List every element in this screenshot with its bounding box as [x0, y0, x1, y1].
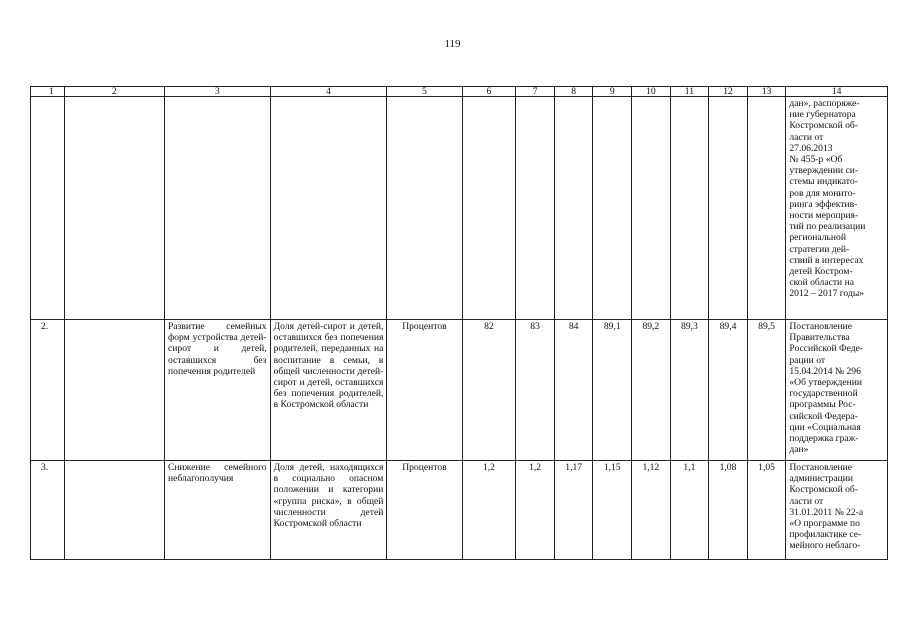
indicator-cell: Доля детей-сирот и детей, оставшихся без попечения родителей, переданных на воспитание в семьи, в общей численности детей-сирот и детей, оставшихся без попечения родителей, в Костромской области [270, 320, 387, 461]
unit-cell: Процентов [387, 320, 462, 461]
table-header-row [31, 87, 888, 97]
column-header: 13 [747, 87, 786, 97]
column-header: 14 [786, 87, 888, 97]
table-row [31, 97, 888, 320]
value-cell [516, 97, 555, 320]
row-number-cell: 2. [31, 320, 65, 461]
column-header: 1 [31, 87, 65, 97]
value-cell: 1,1 [670, 461, 709, 560]
unit-cell [387, 97, 462, 320]
value-cell: 89,3 [670, 320, 709, 461]
value-cell: 89,1 [593, 320, 632, 461]
indicator-cell: Доля детей, находящихся в социально опасном положении и категории «группа риска», в общей численности детей Костромской области [270, 461, 387, 560]
value-cell [632, 97, 671, 320]
column-header: 4 [270, 87, 387, 97]
column-header: 6 [462, 87, 516, 97]
value-cell: 1,05 [747, 461, 786, 560]
table-row [31, 461, 888, 560]
column-header: 11 [670, 87, 709, 97]
table-cell [64, 97, 165, 320]
value-cell [670, 97, 709, 320]
value-cell: 1,2 [462, 461, 516, 560]
page-number: 119 [444, 38, 461, 50]
column-header: 8 [554, 87, 593, 97]
source-document-cell: Постановление администрации Костромской об- ласти от 31.01.2011 № 22-а «О программе по профилактике се- мейного неблаго- [786, 461, 888, 560]
value-cell: 82 [462, 320, 516, 461]
value-cell: 89,4 [709, 320, 748, 461]
column-header: 5 [387, 87, 462, 97]
value-cell [593, 97, 632, 320]
value-cell: 89,2 [632, 320, 671, 461]
value-cell: 1,2 [516, 461, 555, 560]
column-header: 10 [632, 87, 671, 97]
goal-cell: Снижение семейного неблагополучия [165, 461, 271, 560]
value-cell: 84 [554, 320, 593, 461]
unit-cell: Процентов [387, 461, 462, 560]
source-document-cell: Постановление Правительства Российской Феде- рации от 15.04.2014 № 296 «Об утверждении государственной программы Рос- сийской Федера- ции «Социальная поддержка граж- дан» [786, 320, 888, 461]
row-number-cell [31, 97, 65, 320]
value-cell [462, 97, 516, 320]
indicator-cell [270, 97, 387, 320]
column-header: 9 [593, 87, 632, 97]
value-cell: 1,17 [554, 461, 593, 560]
source-document-cell: дан», распоряже- ние губернатора Костромской об- ласти от 27.06.2013 № 455-р «Об утверждении си- стемы индикато- ров для монито- ринга эффектив- ности мероприя- тий по реализации региональной стратегии дей- ствий в интересах детей Костром- ской области на 2012 – 2017 годы» [786, 97, 888, 320]
value-cell: 1,15 [593, 461, 632, 560]
column-header: 12 [709, 87, 748, 97]
goal-cell [165, 97, 271, 320]
column-header: 3 [165, 87, 271, 97]
table-row [31, 320, 888, 461]
value-cell: 89,5 [747, 320, 786, 461]
value-cell: 83 [516, 320, 555, 461]
value-cell [709, 97, 748, 320]
table-cell [64, 461, 165, 560]
value-cell [554, 97, 593, 320]
value-cell: 1,12 [632, 461, 671, 560]
value-cell: 1,08 [709, 461, 748, 560]
value-cell [747, 97, 786, 320]
indicators-table [30, 86, 888, 560]
goal-cell: Развитие семейных форм устройства детей-сирот и детей, оставшихся без попечения родителей [165, 320, 271, 461]
row-number-cell: 3. [31, 461, 65, 560]
column-header: 7 [516, 87, 555, 97]
table-cell [64, 320, 165, 461]
column-header: 2 [64, 87, 165, 97]
